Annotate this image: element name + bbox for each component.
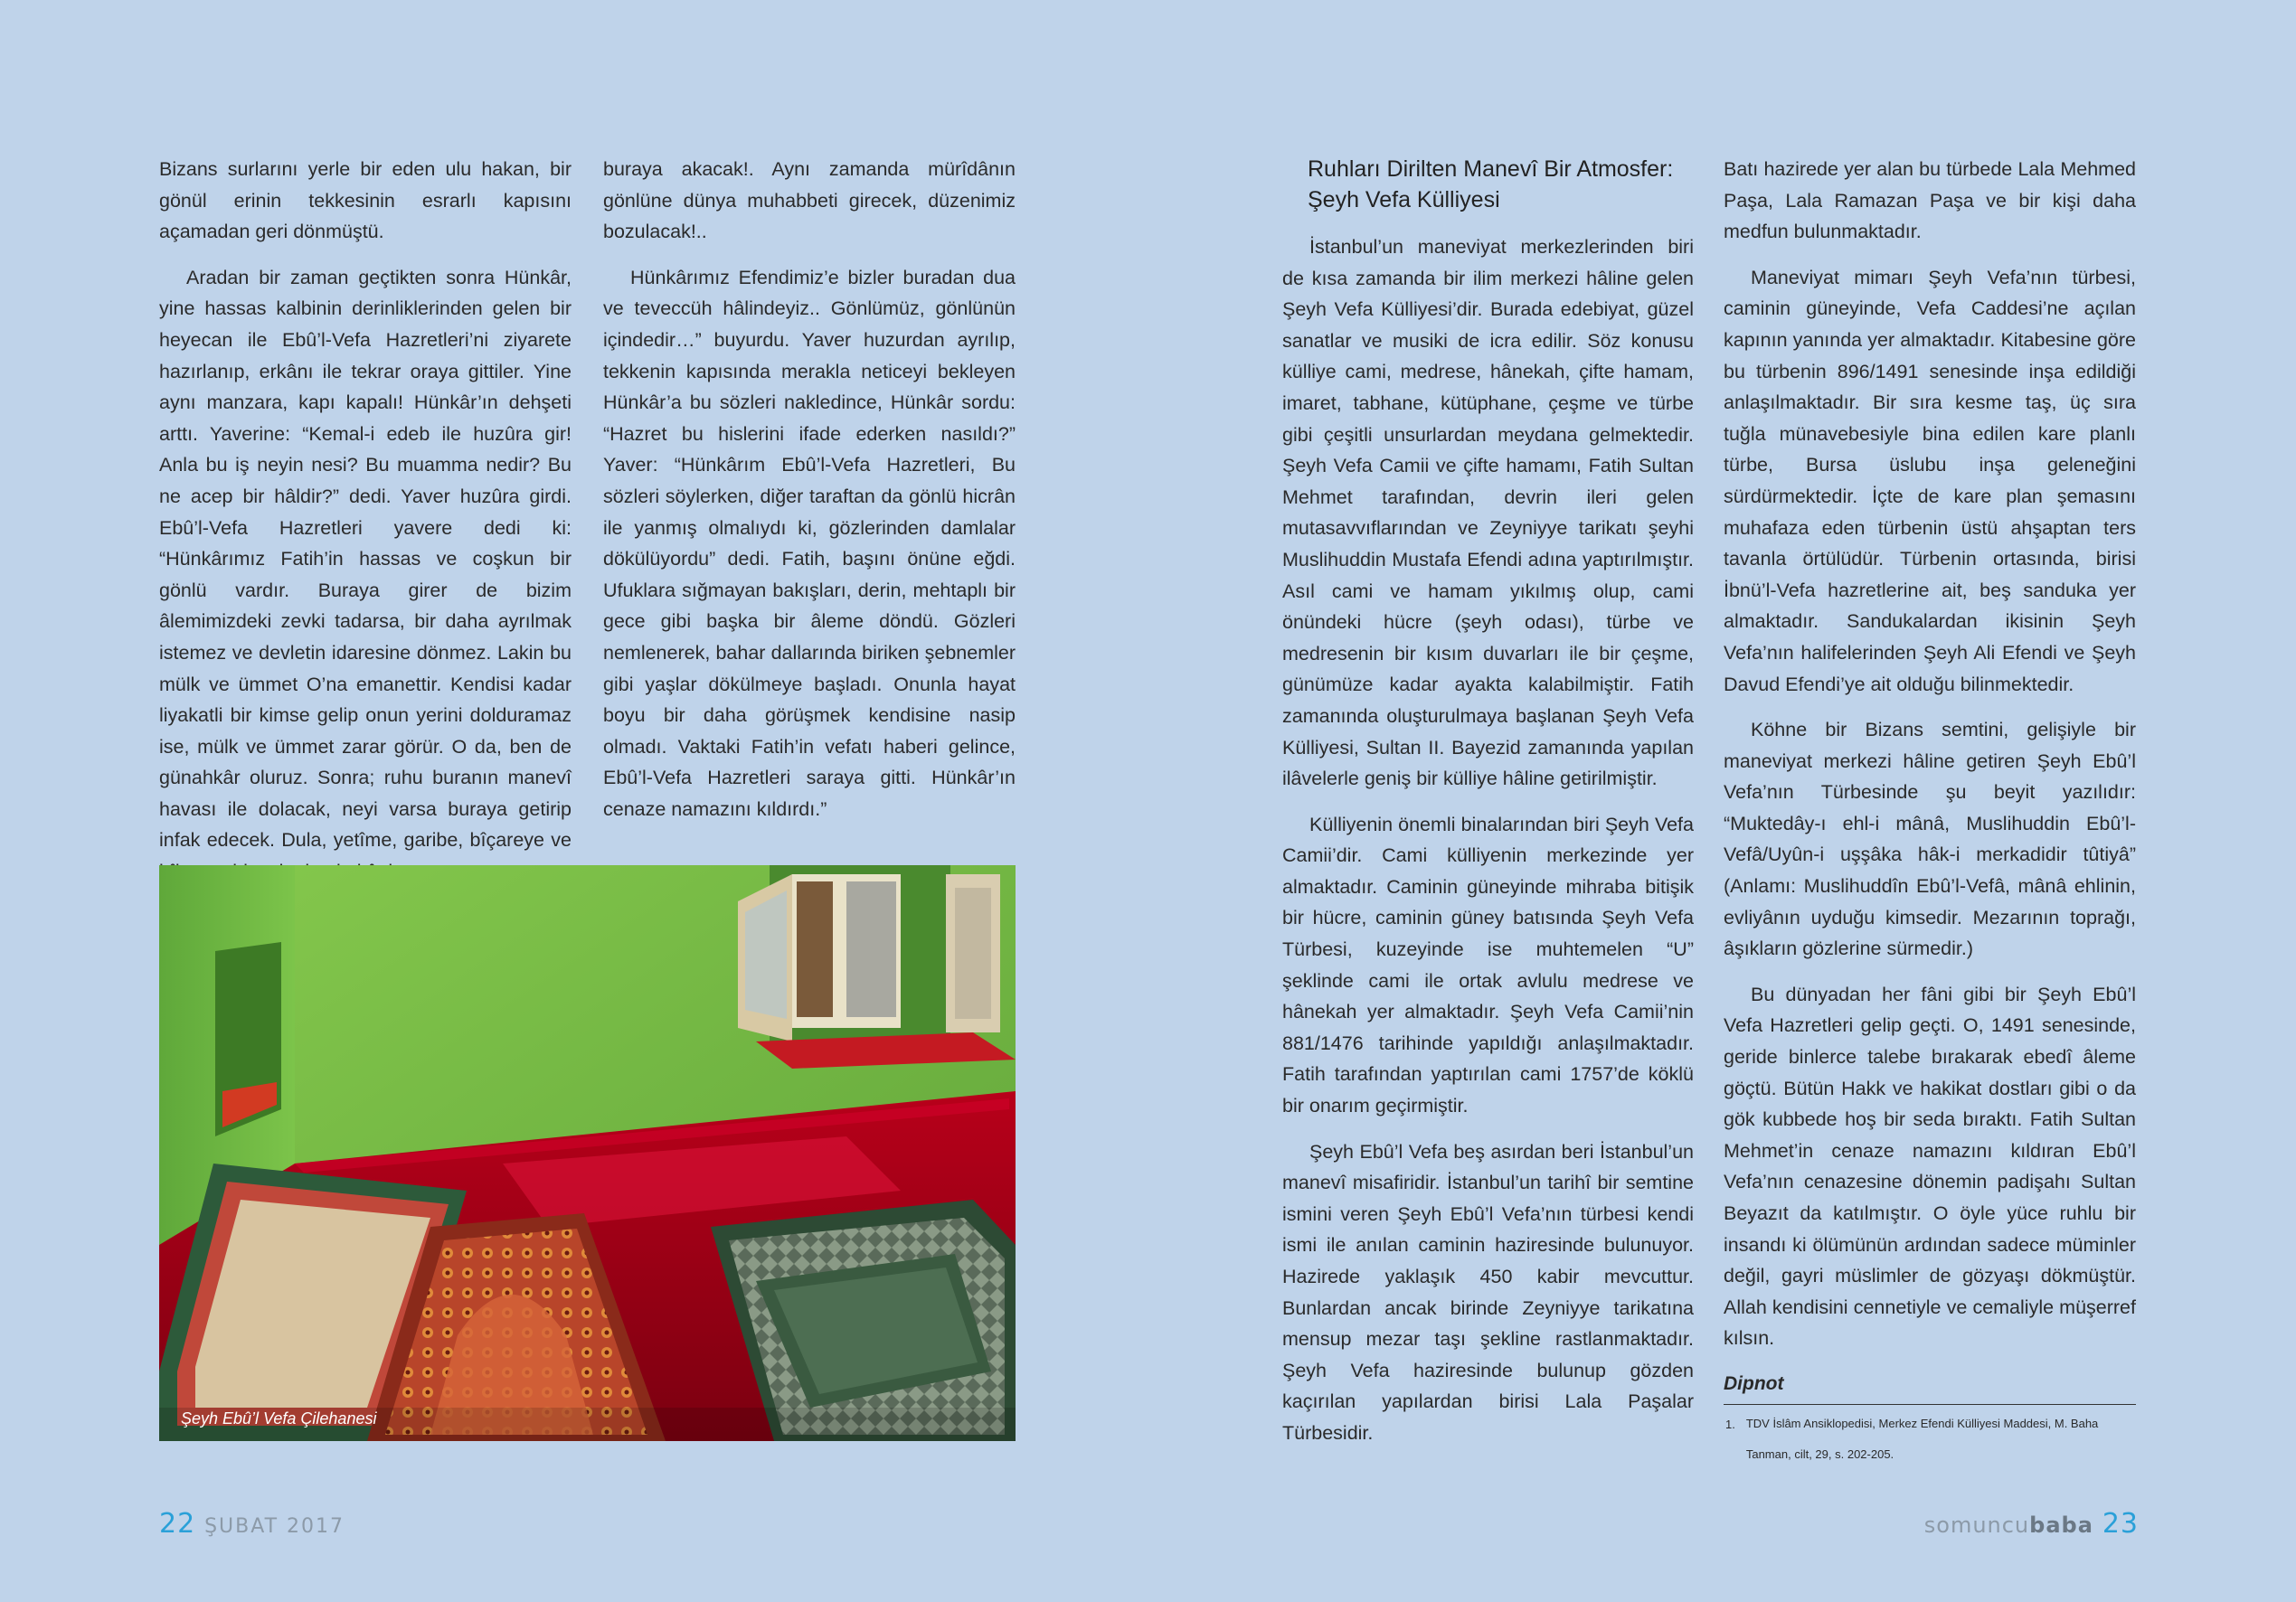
folio-left [159,1508,345,1540]
magazine-brand [1924,1512,2093,1538]
footnote-title: Dipnot [1724,1369,2136,1405]
paragraph: İstanbul’un maneviyat merkezlerinden biri de kısa zamanda bir ilim merkezi hâline gelen Şeyh Vefa Külliyesi’dir. Burada edebiyat, güzel sanatlar ve musiki de icra edilir. Söz konusu külliye cami, medrese, hânekah, çifte hamam, imaret, tabhane, kütüphane, çeşme ve türbe gibi çeşitli unsurlardan meydana gelmektedir. Şeyh Vefa Camii ve çifte hamamı, Fatih Sultan Mehmet tarafından, devrin ileri gelen mutasavvıflarından ve Zeyniyye tarikatı şeyhi Muslihuddin Mustafa Efendi adına yaptırılmıştır. Asıl cami ve hamam yıkılmış olup, cami önündeki hücre (şeyh odası), türbe ve medresenin bir kısım duvarları ile bir çeşme, günümüze kadar ayakta kalabilmiştir. Fatih zamanında oluşturulmaya başlanan Şeyh Vefa Külliyesi, Sultan II. Bayezid zamanında yapılan ilâvelerle geniş bir külliye hâline getirilmiştir. [1282,236,1694,790]
paragraph: Köhne bir Bizans semtini, gelişiyle bir maneviyat merkezi hâline getiren Şeyh Ebû’l Vefa’nın Türbesinde şu beyit yazılıdır: “Muktedây-ı ehl-i mânâ, Muslihuddin Ebû’l-Vefâ/Uyûn-i uşşâka hâk-i merkadidir tûtiyâ” (Anlamı: Muslihuddîn Ebû’l-Vefâ, mânâ ehlinin, evliyânın uyduğu kimsedir. Mezarının toprağı, âşıkların gözlerine sürmedir.) [1724,719,2136,960]
issue-date: ŞUBAT 2017 [204,1515,345,1538]
section-title [1308,154,1694,215]
folio-right [1924,1508,2139,1540]
brand-part-1: somuncu [1923,1512,2030,1538]
paragraph: Maneviyat mimarı Şeyh Vefa’nın türbesi, caminin güneyinde, Vefa Caddesi’ne açılan kapının yanında yer almaktadır. Kitabesine göre bu türbenin 896/1491 senesinde inşa edildiği anlaşılmaktadır. Bir sıra kesme taş, üç sıra tuğla münavebesiyle bina edilen kare planlı türbe, Bursa üslubu inşa geleneğini sürdürmektedir. İçte de kare plan şemasını muhafaza eden türbenin üstü ahşaptan ters tavanla örtülüdür. Türbenin ortasında, birisi İbnü’l-Vefa hazretlerine ait, beş sanduka yer almaktadır. Sandukalardan ikisinin Şeyh Vefa’nın halifelerinden Şeyh Ali Efendi ve Şeyh Davud Efendi’ye ait olduğu bilinmektedir. [1724,266,2136,695]
room-photo [159,865,1016,1441]
photo-caption: Şeyh Ebû’l Vefa Çilehanesi [181,1409,377,1428]
right-column-1 [1282,154,1694,1464]
page-number: 23 [2102,1508,2139,1540]
footnote-text: TDV İslâm Ansiklopedisi, Merkez Efendi Külliyesi Maddesi, M. Baha Tanman, cilt, 29, s. 202-205. [1745,1416,2099,1461]
paragraph: Bizans surlarını yerle bir eden ulu hakan, bir gönül erinin tekkesinin esrarlı kapısını açamadan geri dönmüştü. [159,158,572,243]
chilehane-room-illustration [159,865,1016,1441]
paragraph: Batı hazirede yer alan bu türbede Lala Mehmed Paşa, Lala Ramazan Paşa ve bir kişi daha medfun bulunmaktadır. [1724,158,2136,243]
footnote-number: 1. [1725,1417,1735,1431]
left-column-1 [159,154,572,902]
footnote [1724,1409,2136,1470]
section-title-line-2: Şeyh Vefa Külliyesi [1308,187,1500,212]
brand-part-2: baba [2029,1512,2093,1538]
paragraph: Külliyenin önemli binalarından biri Şeyh Vefa Camii’dir. Cami külliyenin merkezinde yer almaktadır. Caminin güneyinde mihraba bitişik bir hücre, caminin güney batısında Şeyh Vefa Türbesi, kuzeyinde ise muhtemelen “U” şeklinde cami ile ortak avlulu medrese ve hânekah yer almaktadır. Şeyh Vefa Camii’nin 881/1476 tarihinde yapıldığı anlaşılmaktadır. Fatih tarafından yaptırılan cami 1757’de köklü bir onarım geçirmiştir. [1282,813,1694,1117]
paragraph: buraya akacak!. Aynı zamanda mürîdânın gönlüne dünya muhabbeti girecek, düzenimiz bozulacak!.. [603,158,1016,243]
left-column-2 [603,154,1016,839]
paragraph: Şeyh Ebû’l Vefa beş asırdan beri İstanbul’un manevî misafiridir. İstanbul’un tarihî bir semtine ismini veren Şeyh Ebû’l Vefa’nın türbesi kendi ismi ile anılan caminin haziresinde bulunuyor. Hazirede yaklaşık 450 kabir mevcuttur. Bunlardan ancak birinde Zeyniyye tarikatına mensup mezar taşı şekline rastlanmaktadır. Şeyh Vefa haziresinde bulunup gözden kaçırılan yapılardan birisi Lala Paşalar Türbesidir. [1282,1140,1694,1444]
paragraph: Bu dünyadan her fâni gibi bir Şeyh Ebû’l Vefa Hazretleri gelip geçti. O, 1491 senesinde, geride binlerce talebe bırakarak ebedî âleme göçtü. Bütün Hakk ve hakikat dostları gibi o da gök kubbede hoş bir seda bıraktı. Fatih Sultan Mehmet’in cenaze namazını kıldıran Ebû’l Vefa’nın cenazesine dönemin padişahı Sultan Beyazıt da katılmıştır. O öyle yüce ruhlu bir insandı ki ölümünün ardından sadece müminler değil, gayri müslimler de gözyaşı dökmüştür. Allah kendisini cennetiyle ve cemaliyle müşerref kılsın. [1724,983,2136,1350]
right-column-2 [1724,154,2136,1470]
paragraph: Aradan bir zaman geçtikten sonra Hünkâr, yine hassas kalbinin derinliklerinden gelen bir heyecan ile Ebû’l-Vefa Hazretleri’ni ziyarete hazırlanıp, erkânı ile tekrar oraya gittiler. Yine aynı manzara, kapı kapalı! Hünkâr’ın dehşeti arttı. Yaverine: “Kemal-i edeb ile huzûra gir! Anla bu iş neyin nesi? Bu muamma nedir? Bu ne acep bir hâldir?” dedi. Yaver huzûra girdi. Ebû’l-Vefa Hazretleri yavere dedi ki: “Hünkârımız Fatih’in hassas ve coşkun bir gönlü vardır. Buraya girer de bizim âlemimizdeki zevki tadarsa, bir daha ayrılmak istemez ve devletin idaresine dönmez. Lakin bu mülk ve ümmet O’na emanettir. Kendisi kadar liyakatli bir kimse gelip onun yerini dolduramaz ise, mülk ve ümmet zarar görür. O da, ben de günahkâr oluruz. Sonra; ruhu buranın manevî havası ile dolacak, neyi varsa buraya getirip infak edecek. Dula, yetîme, garibe, bîçareye ve [159,266,572,852]
paragraph: Hünkârımız Efendimiz’e bizler buradan dua ve teveccüh hâlindeyiz.. Gönlümüz, gönlünün içindedir…” buyurdu. Yaver huzurdan ayrılıp, tekkenin kapısında merakla neticeyi bekleyen Hünkâr’a bu sözleri nakledince, Hünkâr sordu: “Hazret bu hislerini ifade ederken nasıldı?” Yaver: “Hünkârım Ebû’l-Vefa Hazretleri, Bu sözleri söylerken, diğer taraftan da gönlü hicrân ile yanmış olmalıydı ki, gözlerinden damlalar dökülüyordu” dedi. Fatih, başını önüne eğdi. Ufuklara sığmayan bakışları, derin, mehtaplı bir gece gibi başka bir âleme döndü. Gözleri nemlenerek, bahar dallarında biriken şebnemler gibi yaşlar dökülmeye başladı. Onunla hayat boyu bir daha görüşmek kendisine nasip olmadı. Vaktaki Fatih’in vefatı haberi gelince, Ebû’l-Vefa Hazretleri saraya gitti. Hünkâr’ın cenaze namazını kıldırdı.” [603,266,1016,820]
page-number: 22 [159,1508,196,1540]
section-title-line-1: Ruhları Dirilten Manevî Bir Atmosfer: [1308,156,1674,182]
